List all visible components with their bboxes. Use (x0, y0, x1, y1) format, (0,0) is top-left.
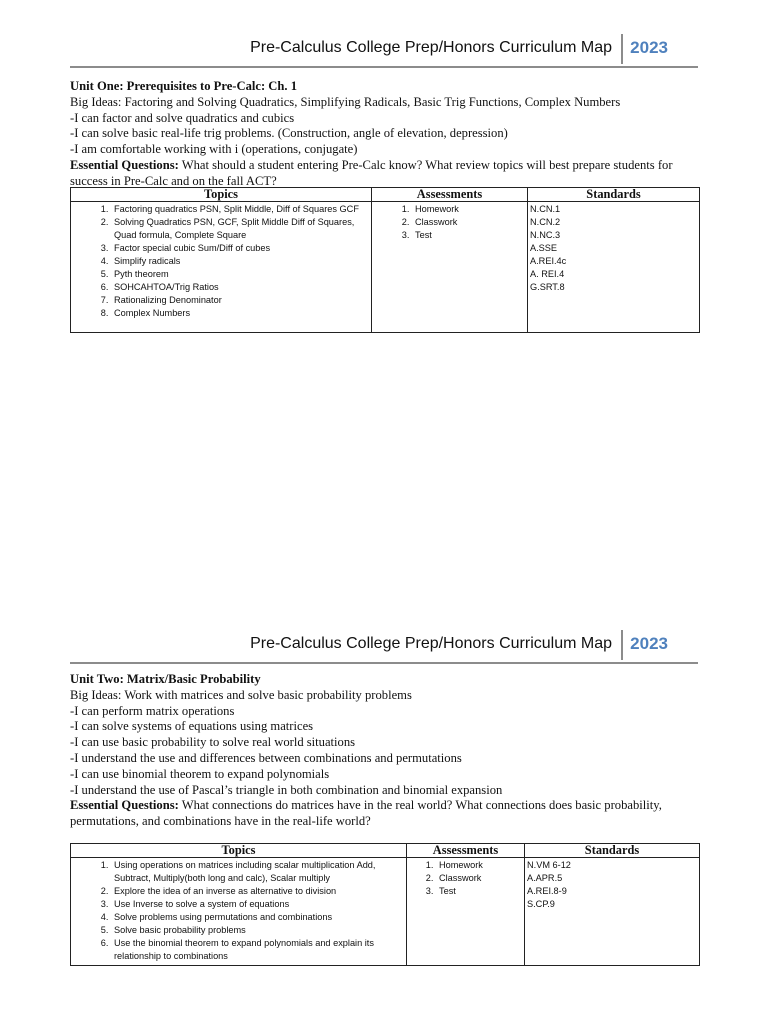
curriculum-table (70, 843, 700, 966)
page-header (70, 34, 698, 68)
i-can-statement: -I can use basic probability to solve real world situations (70, 735, 356, 750)
list-item: 6. SOHCAHTOA/Trig Ratios (111, 281, 369, 294)
standard-code: G.SRT.8 (530, 282, 565, 292)
list-item: 2. Explore the idea of an inverse as alternative to division (111, 885, 404, 898)
big-ideas: Big Ideas: Work with matrices and solve basic probability problems (70, 687, 412, 702)
i-can-statement: -I can solve systems of equations using matrices (70, 719, 314, 734)
standards-cell (528, 202, 700, 333)
standard-code: A. REI.4 (530, 269, 565, 279)
list-item: 5. Pyth theorem (111, 268, 369, 281)
standard-code: A.REI.4c (530, 256, 567, 266)
list-item: 3. Factor special cubic Sum/Diff of cubes (111, 242, 369, 255)
column-header-standards: Standards (525, 844, 700, 858)
table-header-row (71, 844, 700, 858)
table-row (71, 202, 700, 333)
i-can-statement: -I can use binomial theorem to expand polynomials (70, 766, 330, 781)
i-can-statement: -I understand the use and differences between combinations and permutations (70, 750, 462, 765)
essential-questions-label: Essential Questions: (70, 798, 179, 813)
list-item: 2. Solving Quadratics PSN, GCF, Split Middle Diff of Squares, Quad formula, Complete Square (111, 216, 369, 242)
unit-title: Unit Two: Matrix/Basic Probability (70, 672, 261, 686)
list-item: 5. Solve basic probability problems (111, 924, 404, 937)
essential-questions (70, 158, 702, 190)
list-item: 3. Test (436, 885, 522, 898)
header-year: 2023 (630, 38, 668, 57)
i-can-statement: -I am comfortable working with i (operations, conjugate) (70, 142, 358, 157)
unit-description (70, 79, 702, 190)
standard-code: N.CN.2 (530, 217, 561, 227)
header-divider (621, 630, 623, 660)
list-item: 1. Homework (436, 859, 522, 872)
standard-code: A.APR.5 (527, 873, 563, 883)
header-divider (621, 34, 623, 64)
list-item: 1. Using operations on matrices including scalar multiplication Add, Subtract, Multiply(both long and calc), Scalar multiply (111, 859, 404, 885)
list-item: 4. Solve problems using permutations and combinations (111, 911, 404, 924)
header-year: 2023 (630, 634, 668, 653)
i-can-statement: -I can factor and solve quadratics and cubics (70, 110, 295, 125)
topics-cell (71, 858, 407, 966)
standard-code: A.REI.8-9 (527, 886, 567, 896)
header-title: Pre-Calculus College Prep/Honors Curriculum Map (250, 635, 612, 652)
column-header-assessments: Assessments (372, 188, 528, 202)
list-item: 2. Classwork (436, 872, 522, 885)
topics-list (73, 859, 404, 963)
assessments-cell (372, 202, 528, 333)
standard-code: A.SSE (530, 243, 558, 253)
essential-questions-text: What should a student entering Pre-Calc know? What review topics will best prepare students for success in Pre-Calc and on the fall ACT? (70, 157, 673, 188)
standard-code: S.CP.9 (527, 899, 555, 909)
big-ideas: Big Ideas: Factoring and Solving Quadratics, Simplifying Radicals, Basic Trig Functions, Complex Numbers (70, 94, 621, 109)
unit-description (70, 672, 702, 830)
standard-code: N.VM 6-12 (527, 860, 571, 870)
curriculum-table (70, 187, 700, 333)
i-can-statement: -I can perform matrix operations (70, 703, 235, 718)
list-item: 2. Classwork (412, 216, 525, 229)
column-header-assessments: Assessments (407, 844, 525, 858)
list-item: 3. Use Inverse to solve a system of equations (111, 898, 404, 911)
header-title: Pre-Calculus College Prep/Honors Curriculum Map (250, 39, 612, 56)
page-header (70, 630, 698, 664)
list-item: 1. Homework (412, 203, 525, 216)
assessments-list (374, 203, 525, 242)
standard-code: N.CN.1 (530, 204, 561, 214)
column-header-standards: Standards (528, 188, 700, 202)
assessments-list (409, 859, 522, 898)
column-header-topics: Topics (71, 188, 372, 202)
standards-cell (525, 858, 700, 966)
topics-cell (71, 202, 372, 333)
table-header-row (71, 188, 700, 202)
standard-code: N.NC.3 (530, 230, 561, 240)
essential-questions-label: Essential Questions: (70, 157, 179, 172)
topics-list (73, 203, 369, 320)
unit-title: Unit One: Prerequisites to Pre-Calc: Ch. 1 (70, 79, 298, 93)
i-can-statement: -I can solve basic real-life trig problems. (Construction, angle of elevation, depression) (70, 126, 508, 141)
list-item: 7. Rationalizing Denominator (111, 294, 369, 307)
assessments-cell (407, 858, 525, 966)
essential-questions (70, 798, 702, 830)
i-can-statement: -I understand the use of Pascal’s triangle in both combination and binomial expansion (70, 782, 503, 797)
list-item: 3. Test (412, 229, 525, 242)
list-item: 1. Factoring quadratics PSN, Split Middle, Diff of Squares GCF (111, 203, 369, 216)
list-item: 4. Simplify radicals (111, 255, 369, 268)
column-header-topics: Topics (71, 844, 407, 858)
essential-questions-text: What connections do matrices have in the real world? What connections does basic probability, permutations, and combinations have in the real-life world? (70, 798, 662, 829)
list-item: 6. Use the binomial theorem to expand polynomials and explain its relationship to combinations (111, 937, 404, 963)
table-row (71, 858, 700, 966)
list-item: 8. Complex Numbers (111, 307, 369, 320)
